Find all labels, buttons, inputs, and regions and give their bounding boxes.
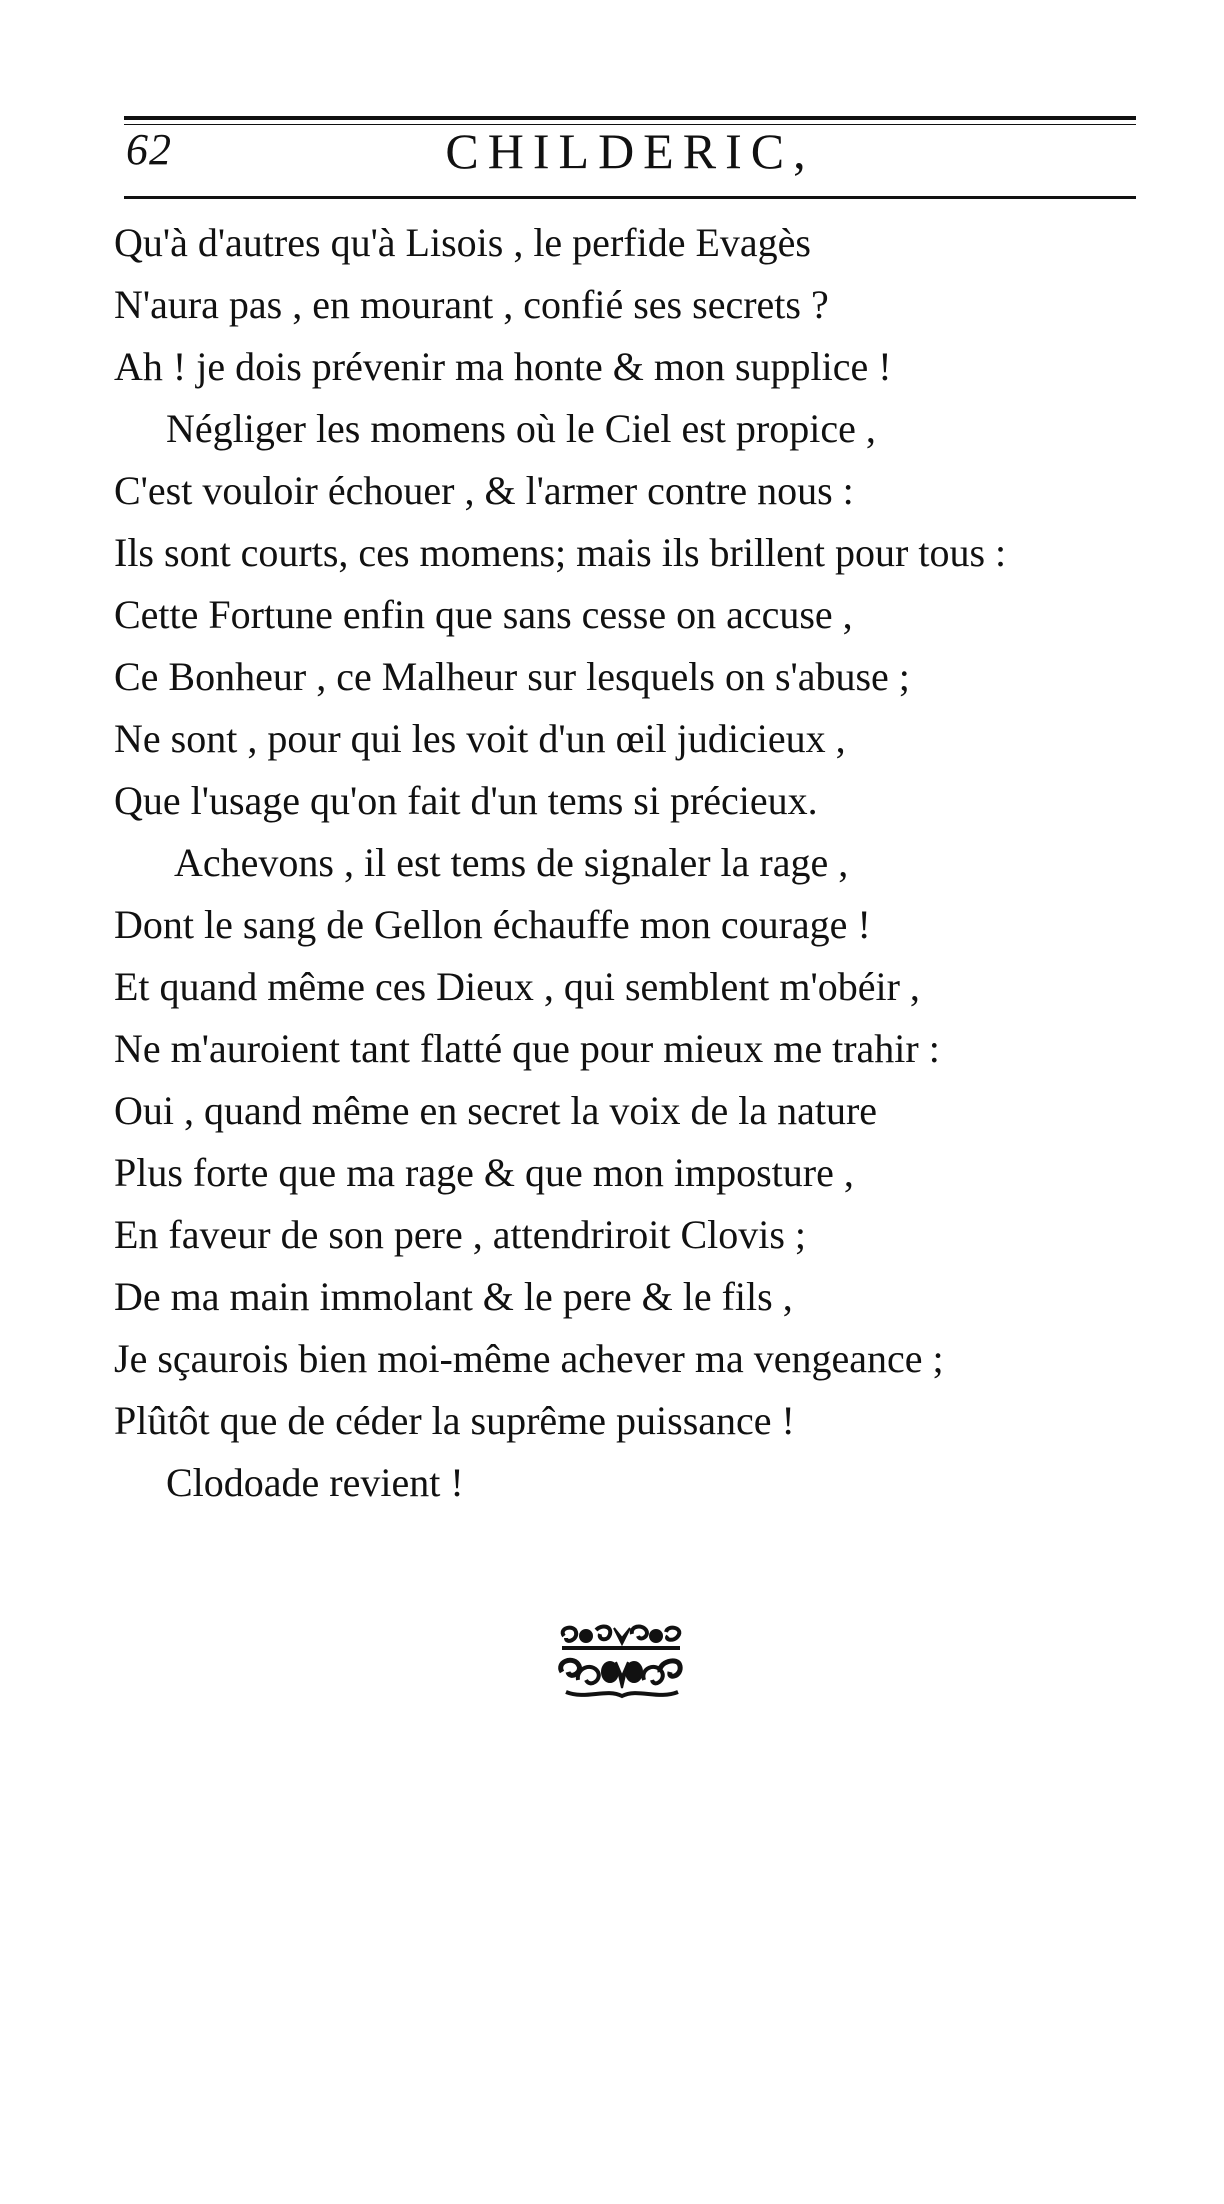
verse-line: Plûtôt que de céder la suprême puissance ! <box>114 1398 795 1443</box>
verse-line: Cette Fortune enfin que sans cesse on accuse , <box>114 592 853 637</box>
verse-line: Ils sont courts, ces momens; mais ils brillent pour tous : <box>114 530 1007 575</box>
verse-line: Ah ! je dois prévenir ma honte & mon supplice ! <box>114 344 892 389</box>
verse-line: Plus forte que ma rage & que mon imposture , <box>114 1150 854 1195</box>
verse-line: De ma main immolant & le pere & le fils , <box>114 1274 793 1319</box>
verse-line: Qu'à d'autres qu'à Lisois , le perfide Evagès <box>114 220 811 265</box>
verse-line: Oui , quand même en secret la voix de la nature <box>114 1088 878 1133</box>
fleuron-ornament-icon <box>556 1622 686 1704</box>
verse-line: Que l'usage qu'on fait d'un tems si précieux. <box>114 778 818 823</box>
verse-line: Ne m'auroient tant flatté que pour mieux me trahir : <box>114 1026 940 1071</box>
verse-line: Clodoade revient ! <box>166 1460 464 1505</box>
verse-line: N'aura pas , en mourant , confié ses secrets ? <box>114 282 829 327</box>
verse-block <box>114 212 1136 1514</box>
verse-line: Ce Bonheur , ce Malheur sur lesquels on s'abuse ; <box>114 654 910 699</box>
verse-line: Négliger les momens où le Ciel est propice , <box>166 406 876 451</box>
verse-line: C'est vouloir échouer , & l'armer contre nous : <box>114 468 854 513</box>
verse-line: Ne sont , pour qui les voit d'un œil judicieux , <box>114 716 846 761</box>
verse-line: Je sçaurois bien moi-même achever ma vengeance ; <box>114 1336 944 1381</box>
verse-line: Dont le sang de Gellon échauffe mon courage ! <box>114 902 871 947</box>
verse-line: Et quand même ces Dieux , qui semblent m'obéir , <box>114 964 920 1009</box>
verse-line: En faveur de son pere , attendriroit Clovis ; <box>114 1212 807 1257</box>
running-title: CHILDERIC, <box>445 123 815 179</box>
running-header <box>124 118 1136 196</box>
header-rule-bottom <box>124 196 1136 199</box>
page-number: 62 <box>126 125 172 174</box>
verse-line: Achevons , il est tems de signaler la rage , <box>174 840 849 885</box>
